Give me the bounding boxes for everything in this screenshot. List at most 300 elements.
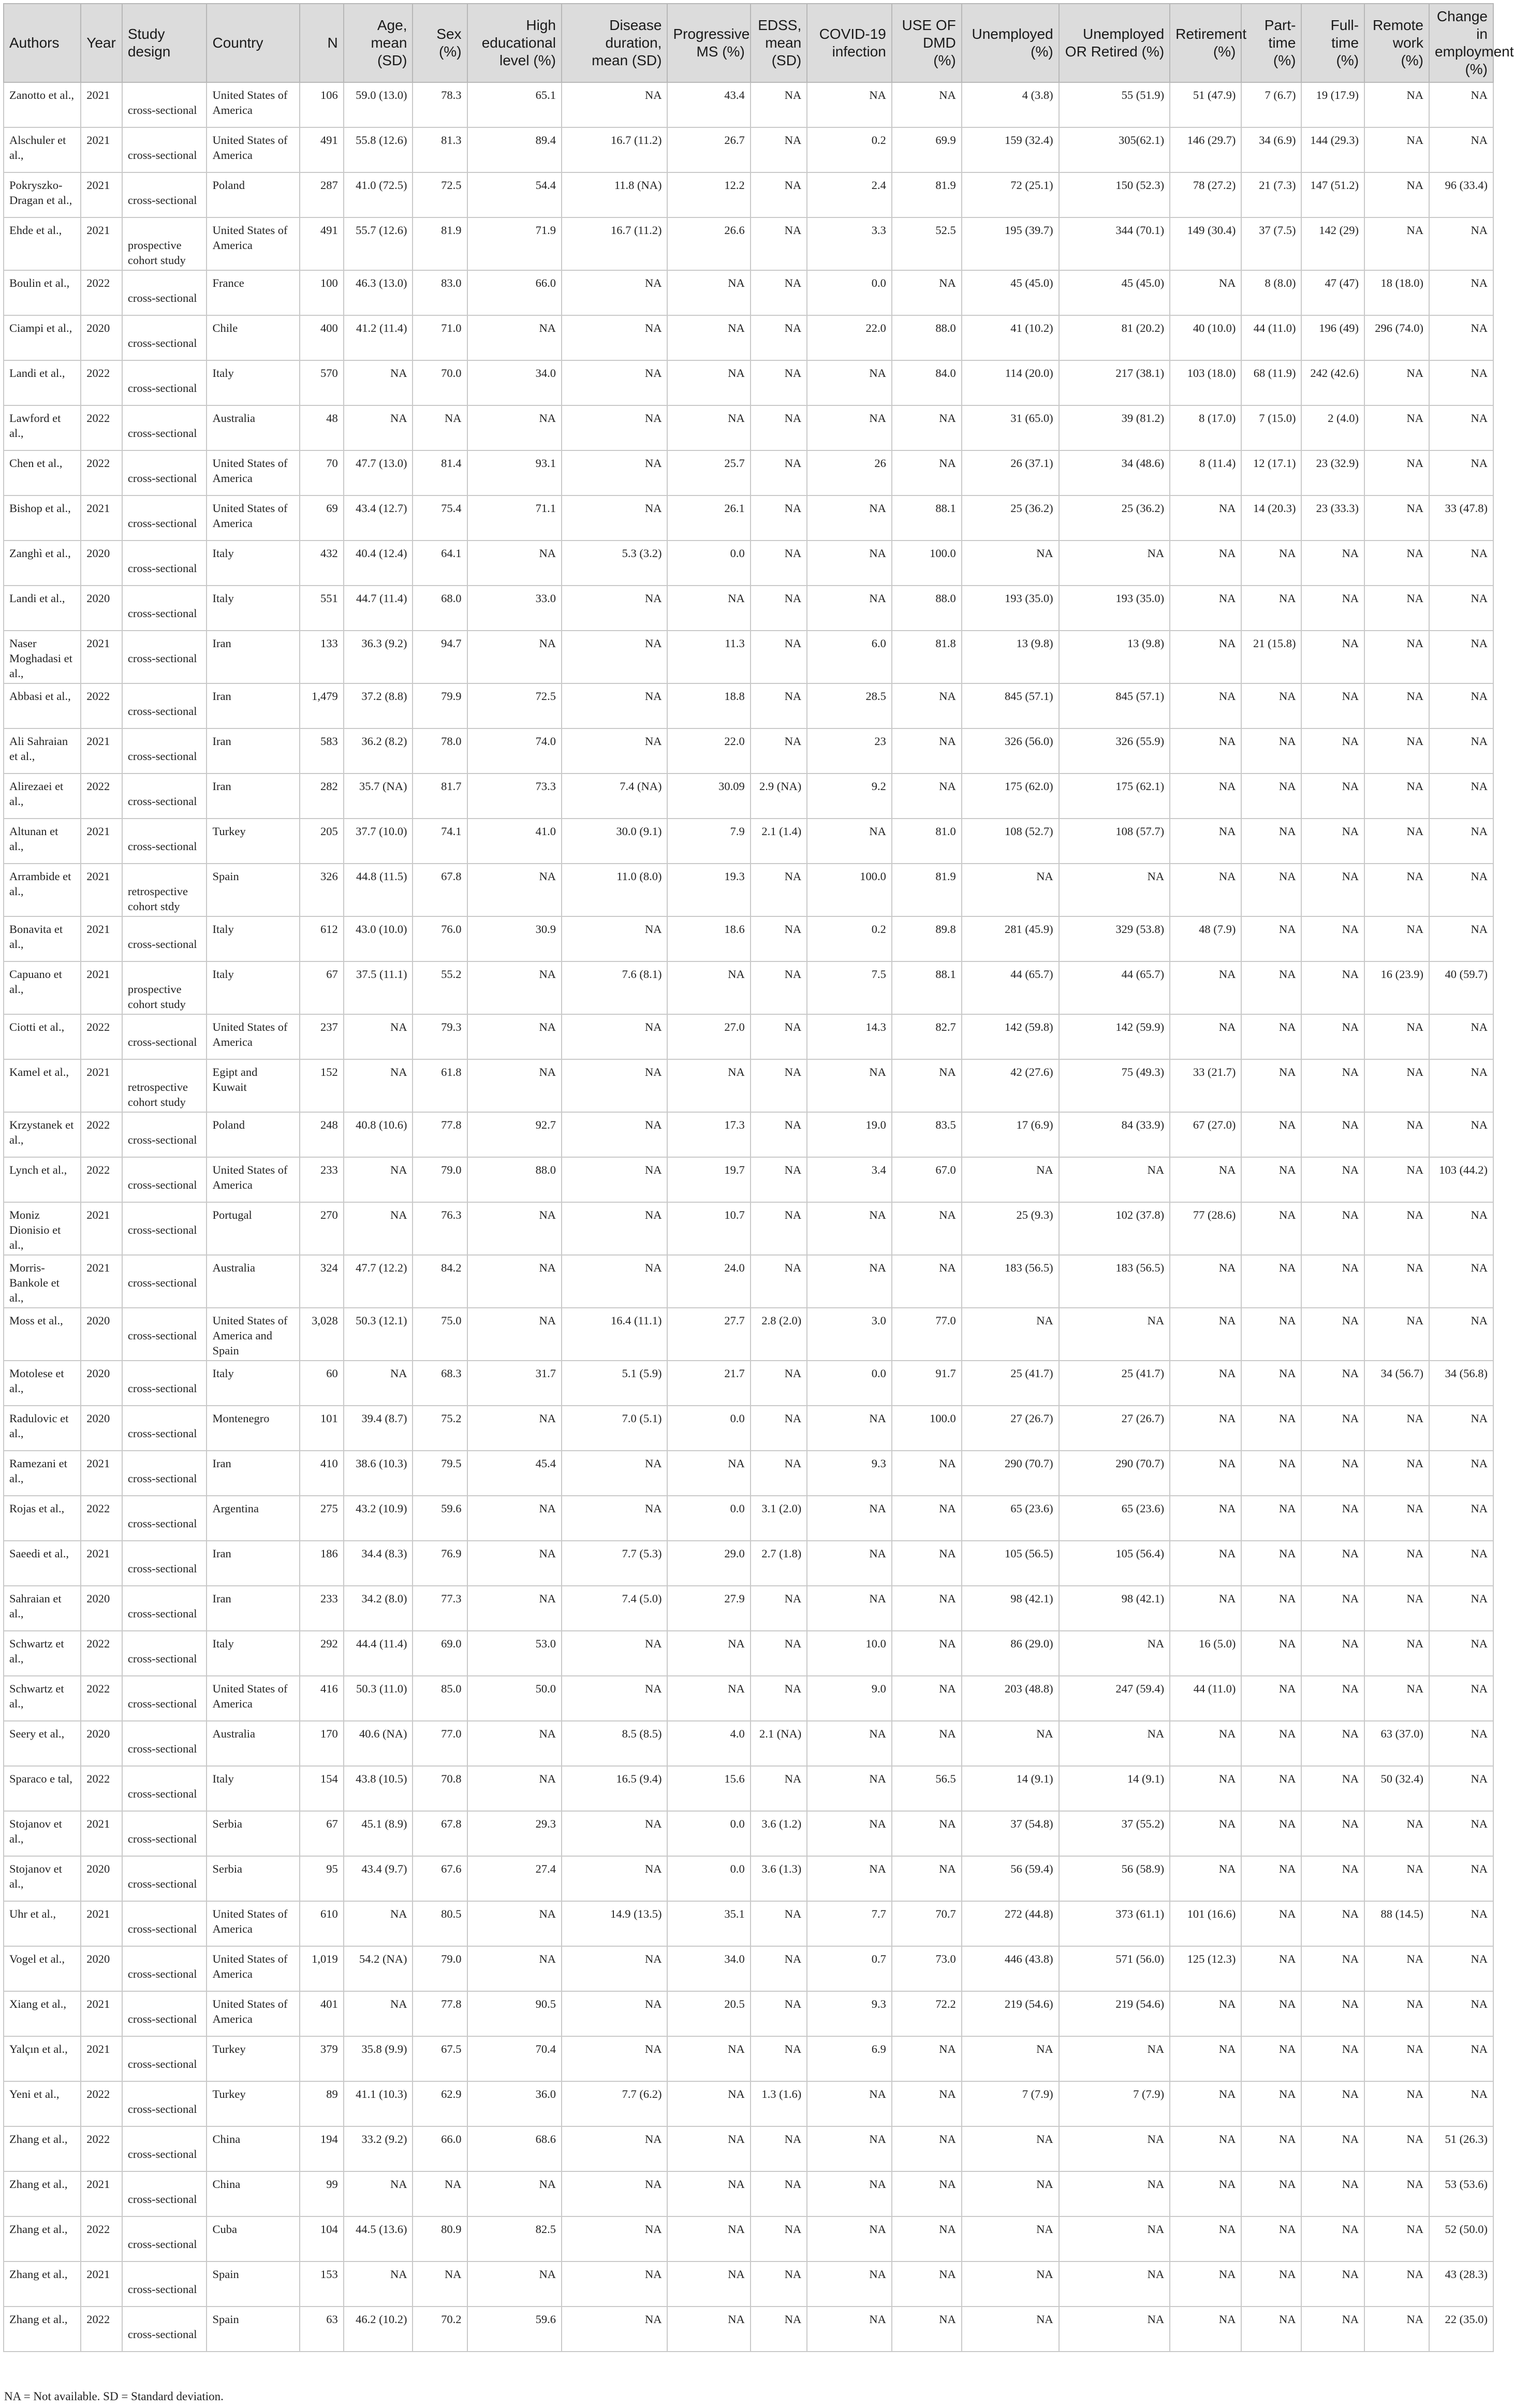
cell-change-in-employment: NA [1429, 2081, 1493, 2126]
study-design-text: retrospective cohort stdy [127, 885, 188, 913]
cell-study-design [122, 1059, 207, 1112]
cell-unemployed-or-retired: 290 (70.7) [1059, 1451, 1170, 1496]
cell-dmd-use: 100.0 [892, 541, 962, 586]
cell-retirement: 78 (27.2) [1170, 172, 1241, 217]
cell-change-in-employment: NA [1429, 774, 1493, 819]
study-design-text: cross-sectional [127, 149, 197, 162]
cell-year: 2021 [81, 1202, 122, 1255]
cell-disease-duration: NA [562, 1991, 668, 2036]
cell-progressive-ms: 0.0 [667, 1496, 750, 1541]
cell-retirement: NA [1170, 541, 1241, 586]
cell-country: Turkey [207, 2036, 299, 2081]
cell-n: 194 [300, 2126, 344, 2171]
cell-dmd-use: NA [892, 1059, 962, 1112]
table-row [4, 360, 1493, 405]
cell-covid-infection: 9.0 [807, 1676, 892, 1721]
table-row [4, 1059, 1493, 1112]
study-design-text: cross-sectional [127, 1607, 197, 1620]
table-row [4, 450, 1493, 495]
cell-authors: Capuano et al., [4, 961, 81, 1014]
cell-edss: NA [751, 916, 807, 961]
cell-edss: NA [751, 1202, 807, 1255]
cell-unemployed: 175 (62.0) [962, 774, 1059, 819]
cell-high-education: 93.1 [467, 450, 562, 495]
cell-year: 2020 [81, 315, 122, 360]
cell-remote-work: NA [1364, 405, 1429, 450]
cell-disease-duration: NA [562, 1157, 668, 1202]
cell-unemployed-or-retired: NA [1059, 2171, 1170, 2216]
cell-unemployed: 159 (32.4) [962, 127, 1059, 172]
cell-disease-duration: NA [562, 916, 668, 961]
cell-unemployed-or-retired: NA [1059, 2216, 1170, 2261]
cell-sex: 79.5 [413, 1451, 467, 1496]
cell-authors: Zhang et al., [4, 2171, 81, 2216]
cell-change-in-employment: NA [1429, 1991, 1493, 2036]
cell-edss: NA [751, 1676, 807, 1721]
cell-year: 2022 [81, 450, 122, 495]
cell-unemployed-or-retired: 44 (65.7) [1059, 961, 1170, 1014]
cell-remote-work: 34 (56.7) [1364, 1361, 1429, 1406]
cell-sex: 79.9 [413, 683, 467, 728]
cell-part-time: NA [1241, 1451, 1301, 1496]
study-design-text: cross-sectional [127, 2283, 197, 2296]
cell-full-time: NA [1301, 1014, 1364, 1059]
cell-unemployed: NA [962, 2036, 1059, 2081]
cell-high-education: NA [467, 405, 562, 450]
cell-authors: Moss et al., [4, 1308, 81, 1361]
cell-part-time: NA [1241, 1202, 1301, 1255]
cell-n: 491 [300, 127, 344, 172]
cell-retirement: 48 (7.9) [1170, 916, 1241, 961]
cell-unemployed: 219 (54.6) [962, 1991, 1059, 2036]
cell-remote-work: NA [1364, 127, 1429, 172]
cell-edss: NA [751, 450, 807, 495]
cell-n: 248 [300, 1112, 344, 1157]
cell-dmd-use: 81.8 [892, 631, 962, 683]
cell-change-in-employment: NA [1429, 1901, 1493, 1946]
cell-authors: Zanghì et al., [4, 541, 81, 586]
cell-part-time: NA [1241, 864, 1301, 916]
cell-part-time: NA [1241, 2171, 1301, 2216]
cell-full-time: NA [1301, 961, 1364, 1014]
table-row [4, 1014, 1493, 1059]
cell-retirement: NA [1170, 1721, 1241, 1766]
cell-edss: NA [751, 1361, 807, 1406]
cell-study-design [122, 1308, 207, 1361]
cell-disease-duration: NA [562, 2036, 668, 2081]
cell-n: 287 [300, 172, 344, 217]
cell-remote-work: NA [1364, 864, 1429, 916]
cell-study-design [122, 774, 207, 819]
cell-edss: NA [751, 172, 807, 217]
cell-age: 33.2 (9.2) [344, 2126, 413, 2171]
column-header-disease-duration: Disease duration, mean (SD) [562, 4, 668, 82]
cell-authors: Lynch et al., [4, 1157, 81, 1202]
cell-country: United States of America [207, 495, 299, 541]
cell-progressive-ms: 0.0 [667, 1811, 750, 1856]
cell-dmd-use: NA [892, 1631, 962, 1676]
column-header-age: Age, mean (SD) [344, 4, 413, 82]
cell-change-in-employment: NA [1429, 1451, 1493, 1496]
table-row [4, 1308, 1493, 1361]
cell-study-design [122, 1541, 207, 1586]
cell-covid-infection: NA [807, 1496, 892, 1541]
study-design-text: cross-sectional [127, 2012, 197, 2025]
cell-full-time: 147 (51.2) [1301, 172, 1364, 217]
cell-year: 2020 [81, 1721, 122, 1766]
cell-progressive-ms: 27.0 [667, 1014, 750, 1059]
cell-n: 282 [300, 774, 344, 819]
cell-full-time: 19 (17.9) [1301, 82, 1364, 127]
cell-remote-work: 296 (74.0) [1364, 315, 1429, 360]
cell-study-design [122, 450, 207, 495]
cell-year: 2021 [81, 217, 122, 270]
table-row [4, 1406, 1493, 1451]
cell-dmd-use: NA [892, 2307, 962, 2352]
cell-n: 610 [300, 1901, 344, 1946]
cell-sex: 80.9 [413, 2216, 467, 2261]
cell-year: 2021 [81, 1541, 122, 1586]
cell-progressive-ms: 26.7 [667, 127, 750, 172]
cell-change-in-employment: 33 (47.8) [1429, 495, 1493, 541]
cell-retirement: 16 (5.0) [1170, 1631, 1241, 1676]
cell-n: 170 [300, 1721, 344, 1766]
cell-n: 570 [300, 360, 344, 405]
cell-age: 40.4 (12.4) [344, 541, 413, 586]
cell-full-time: NA [1301, 1541, 1364, 1586]
cell-covid-infection: 0.2 [807, 127, 892, 172]
cell-progressive-ms: 24.0 [667, 1255, 750, 1308]
cell-country: United States of America [207, 450, 299, 495]
cell-progressive-ms: 7.9 [667, 819, 750, 864]
cell-authors: Altunan et al., [4, 819, 81, 864]
cell-part-time: NA [1241, 1308, 1301, 1361]
cell-disease-duration: NA [562, 2171, 668, 2216]
cell-unemployed: NA [962, 1721, 1059, 1766]
cell-unemployed-or-retired: 571 (56.0) [1059, 1946, 1170, 1991]
cell-part-time: NA [1241, 2126, 1301, 2171]
cell-dmd-use: 89.8 [892, 916, 962, 961]
cell-year: 2020 [81, 1586, 122, 1631]
cell-authors: Arrambide et al., [4, 864, 81, 916]
column-header-full-time: Full-time (%) [1301, 4, 1364, 82]
cell-unemployed-or-retired: 183 (56.5) [1059, 1255, 1170, 1308]
cell-full-time: NA [1301, 2307, 1364, 2352]
cell-unemployed: NA [962, 2171, 1059, 2216]
cell-unemployed: 42 (27.6) [962, 1059, 1059, 1112]
cell-year: 2021 [81, 961, 122, 1014]
cell-country: Poland [207, 172, 299, 217]
column-header-study-design: Study design [122, 4, 207, 82]
cell-study-design [122, 1991, 207, 2036]
cell-n: 67 [300, 1811, 344, 1856]
cell-covid-infection: 6.9 [807, 2036, 892, 2081]
cell-remote-work: NA [1364, 631, 1429, 683]
cell-remote-work: NA [1364, 541, 1429, 586]
cell-age: NA [344, 1991, 413, 2036]
cell-unemployed-or-retired: 193 (35.0) [1059, 586, 1170, 631]
cell-unemployed: 272 (44.8) [962, 1901, 1059, 1946]
cell-disease-duration: NA [562, 1676, 668, 1721]
cell-edss: NA [751, 1991, 807, 2036]
cell-sex: 81.9 [413, 217, 467, 270]
cell-study-design [122, 2081, 207, 2126]
cell-retirement: 149 (30.4) [1170, 217, 1241, 270]
cell-remote-work: NA [1364, 916, 1429, 961]
cell-change-in-employment: 53 (53.6) [1429, 2171, 1493, 2216]
cell-part-time: 68 (11.9) [1241, 360, 1301, 405]
cell-age: 46.3 (13.0) [344, 270, 413, 315]
cell-edss: NA [751, 2171, 807, 2216]
cell-retirement: NA [1170, 2307, 1241, 2352]
cell-high-education: 73.3 [467, 774, 562, 819]
cell-retirement: 33 (21.7) [1170, 1059, 1241, 1112]
cell-study-design [122, 586, 207, 631]
cell-n: 583 [300, 728, 344, 774]
table-row [4, 2126, 1493, 2171]
cell-unemployed-or-retired: NA [1059, 2036, 1170, 2081]
cell-covid-infection: 0.7 [807, 1946, 892, 1991]
cell-full-time: NA [1301, 683, 1364, 728]
cell-age: 47.7 (12.2) [344, 1255, 413, 1308]
cell-authors: Alschuler et al., [4, 127, 81, 172]
cell-retirement: 101 (16.6) [1170, 1901, 1241, 1946]
cell-change-in-employment: NA [1429, 82, 1493, 127]
cell-edss: NA [751, 1901, 807, 1946]
cell-progressive-ms: NA [667, 2216, 750, 2261]
cell-authors: Zhang et al., [4, 2307, 81, 2352]
cell-retirement: 8 (17.0) [1170, 405, 1241, 450]
cell-covid-infection: 19.0 [807, 1112, 892, 1157]
cell-high-education: NA [467, 1308, 562, 1361]
cell-unemployed: NA [962, 541, 1059, 586]
cell-remote-work: NA [1364, 1014, 1429, 1059]
table-row [4, 1157, 1493, 1202]
cell-study-design [122, 1946, 207, 1991]
cell-n: 432 [300, 541, 344, 586]
cell-part-time: NA [1241, 1991, 1301, 2036]
studies-table [3, 3, 1514, 2352]
cell-study-design [122, 864, 207, 916]
table-row [4, 1811, 1493, 1856]
cell-year: 2021 [81, 916, 122, 961]
cell-high-education: NA [467, 1901, 562, 1946]
cell-authors: Seery et al., [4, 1721, 81, 1766]
cell-part-time: 21 (7.3) [1241, 172, 1301, 217]
cell-sex: 70.0 [413, 360, 467, 405]
cell-unemployed-or-retired: 305(62.1) [1059, 127, 1170, 172]
cell-country: Iran [207, 1451, 299, 1496]
table-row [4, 1991, 1493, 2036]
cell-full-time: NA [1301, 586, 1364, 631]
cell-retirement: 125 (12.3) [1170, 1946, 1241, 1991]
cell-retirement: NA [1170, 1811, 1241, 1856]
cell-country: Portugal [207, 1202, 299, 1255]
cell-edss: NA [751, 1059, 807, 1112]
cell-unemployed: 193 (35.0) [962, 586, 1059, 631]
cell-full-time: NA [1301, 916, 1364, 961]
study-design-text: cross-sectional [127, 427, 197, 440]
cell-age: 55.8 (12.6) [344, 127, 413, 172]
cell-progressive-ms: 4.0 [667, 1721, 750, 1766]
cell-part-time: NA [1241, 2036, 1301, 2081]
cell-part-time: NA [1241, 1856, 1301, 1901]
column-header-change-in-employment: Change in employment (%) [1429, 4, 1493, 82]
table-header [4, 4, 1514, 82]
cell-age: 43.4 (9.7) [344, 1856, 413, 1901]
cell-high-education: 74.0 [467, 728, 562, 774]
cell-country: Argentina [207, 1496, 299, 1541]
cell-unemployed: NA [962, 1157, 1059, 1202]
cell-study-design [122, 1361, 207, 1406]
cell-age: 44.8 (11.5) [344, 864, 413, 916]
cell-authors: Bishop et al., [4, 495, 81, 541]
cell-authors: Rojas et al., [4, 1496, 81, 1541]
cell-change-in-employment: 43 (28.3) [1429, 2261, 1493, 2307]
cell-full-time: NA [1301, 1202, 1364, 1255]
cell-year: 2020 [81, 541, 122, 586]
cell-study-design [122, 683, 207, 728]
cell-edss: 2.9 (NA) [751, 774, 807, 819]
cell-sex: 76.9 [413, 1541, 467, 1586]
table-row [4, 217, 1493, 270]
cell-dmd-use: 88.1 [892, 495, 962, 541]
cell-edss: NA [751, 631, 807, 683]
cell-unemployed: NA [962, 1308, 1059, 1361]
cell-authors: Chen et al., [4, 450, 81, 495]
cell-study-design [122, 270, 207, 315]
cell-progressive-ms: 0.0 [667, 541, 750, 586]
cell-change-in-employment: 96 (33.4) [1429, 172, 1493, 217]
cell-study-design [122, 2126, 207, 2171]
cell-remote-work: NA [1364, 2261, 1429, 2307]
cell-dmd-use: 88.0 [892, 315, 962, 360]
cell-country: Iran [207, 774, 299, 819]
cell-study-design [122, 541, 207, 586]
cell-unemployed-or-retired: 25 (36.2) [1059, 495, 1170, 541]
cell-age: 41.2 (11.4) [344, 315, 413, 360]
cell-country: Egipt and Kuwait [207, 1059, 299, 1112]
cell-authors: Bonavita et al., [4, 916, 81, 961]
cell-age: NA [344, 1059, 413, 1112]
cell-dmd-use: NA [892, 82, 962, 127]
cell-disease-duration: NA [562, 631, 668, 683]
cell-unemployed: 86 (29.0) [962, 1631, 1059, 1676]
cell-disease-duration: 8.5 (8.5) [562, 1721, 668, 1766]
cell-unemployed-or-retired: 219 (54.6) [1059, 1991, 1170, 2036]
cell-n: 153 [300, 2261, 344, 2307]
cell-unemployed: NA [962, 2126, 1059, 2171]
cell-part-time: NA [1241, 1676, 1301, 1721]
column-header-authors: Authors [4, 4, 81, 82]
cell-disease-duration: 7.7 (5.3) [562, 1541, 668, 1586]
cell-country: United States of America and Spain [207, 1308, 299, 1361]
cell-full-time: NA [1301, 1451, 1364, 1496]
cell-unemployed-or-retired: 7 (7.9) [1059, 2081, 1170, 2126]
cell-age: 37.7 (10.0) [344, 819, 413, 864]
cell-part-time: NA [1241, 1811, 1301, 1856]
cell-study-design [122, 819, 207, 864]
study-design-text: retrospective cohort study [127, 1081, 188, 1108]
cell-progressive-ms: NA [667, 2171, 750, 2216]
cell-authors: Moniz Dionisio et al., [4, 1202, 81, 1255]
cell-country: Italy [207, 961, 299, 1014]
cell-remote-work: NA [1364, 2307, 1429, 2352]
cell-n: 416 [300, 1676, 344, 1721]
cell-unemployed: 25 (36.2) [962, 495, 1059, 541]
cell-edss: NA [751, 1586, 807, 1631]
table-row [4, 1496, 1493, 1541]
cell-covid-infection: 14.3 [807, 1014, 892, 1059]
cell-change-in-employment: 51 (26.3) [1429, 2126, 1493, 2171]
study-design-text: cross-sectional [127, 2238, 197, 2251]
cell-sex: NA [413, 2261, 467, 2307]
cell-n: 89 [300, 2081, 344, 2126]
cell-dmd-use: NA [892, 2126, 962, 2171]
cell-unemployed-or-retired: 373 (61.1) [1059, 1901, 1170, 1946]
cell-remote-work: NA [1364, 2216, 1429, 2261]
table-row [4, 819, 1493, 864]
cell-country: Italy [207, 1631, 299, 1676]
column-header-unemployed: Unemployed (%) [962, 4, 1059, 82]
cell-country: Italy [207, 360, 299, 405]
cell-unemployed: 45 (45.0) [962, 270, 1059, 315]
cell-remote-work: NA [1364, 819, 1429, 864]
cell-study-design [122, 631, 207, 683]
cell-remote-work: NA [1364, 1059, 1429, 1112]
cell-change-in-employment: NA [1429, 405, 1493, 450]
cell-remote-work: NA [1364, 495, 1429, 541]
cell-remote-work: NA [1364, 1631, 1429, 1676]
cell-part-time: NA [1241, 1496, 1301, 1541]
cell-covid-infection: NA [807, 2126, 892, 2171]
cell-covid-infection: NA [807, 541, 892, 586]
study-design-text: cross-sectional [127, 1329, 197, 1342]
cell-remote-work: NA [1364, 1255, 1429, 1308]
cell-study-design [122, 1496, 207, 1541]
cell-edss: 2.7 (1.8) [751, 1541, 807, 1586]
cell-age: 44.4 (11.4) [344, 1631, 413, 1676]
cell-progressive-ms: 30.09 [667, 774, 750, 819]
cell-sex: 81.4 [413, 450, 467, 495]
cell-high-education: NA [467, 1721, 562, 1766]
cell-dmd-use: NA [892, 728, 962, 774]
cell-remote-work: NA [1364, 1406, 1429, 1451]
column-header-retirement: Retirement (%) [1170, 4, 1241, 82]
cell-year: 2020 [81, 1856, 122, 1901]
cell-full-time: NA [1301, 1631, 1364, 1676]
cell-progressive-ms: NA [667, 360, 750, 405]
cell-age: 40.8 (10.6) [344, 1112, 413, 1157]
cell-authors: Landi et al., [4, 586, 81, 631]
cell-change-in-employment: NA [1429, 450, 1493, 495]
cell-study-design [122, 2307, 207, 2352]
cell-part-time: 7 (15.0) [1241, 405, 1301, 450]
cell-year: 2022 [81, 1631, 122, 1676]
cell-covid-infection: NA [807, 2216, 892, 2261]
cell-age: NA [344, 2261, 413, 2307]
cell-change-in-employment: NA [1429, 1631, 1493, 1676]
cell-remote-work: NA [1364, 1451, 1429, 1496]
cell-sex: 55.2 [413, 961, 467, 1014]
cell-part-time: 34 (6.9) [1241, 127, 1301, 172]
cell-n: 3,028 [300, 1308, 344, 1361]
study-design-text: cross-sectional [127, 1922, 197, 1935]
cell-covid-infection: NA [807, 405, 892, 450]
cell-country: Spain [207, 864, 299, 916]
cell-retirement: NA [1170, 1361, 1241, 1406]
cell-sex: 68.0 [413, 586, 467, 631]
